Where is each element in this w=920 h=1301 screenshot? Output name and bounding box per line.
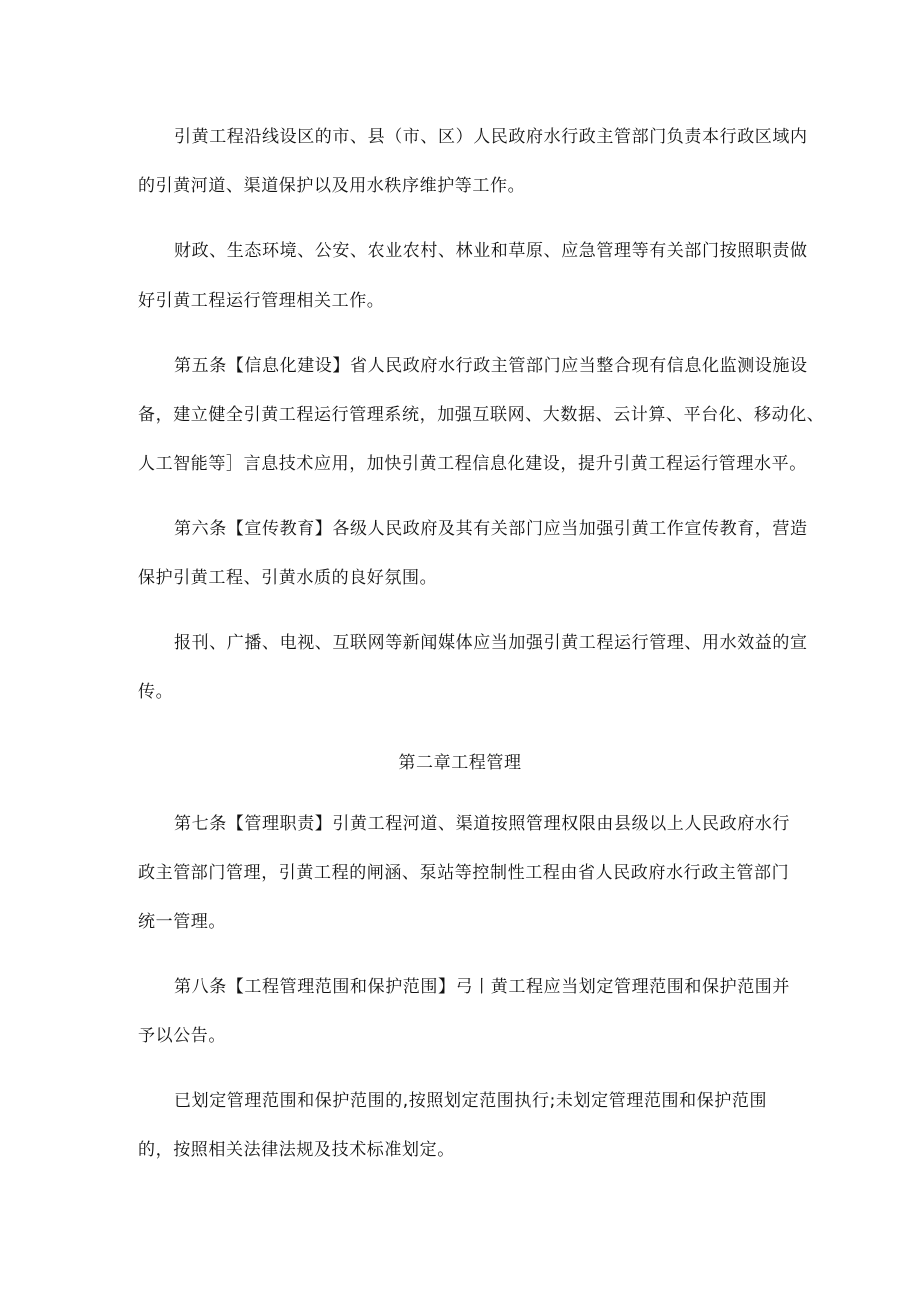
paragraph-line: 传。: [138, 682, 174, 702]
article-6-line: 第六条【宣传教育】各级人民政府及其有关部门应当加强引黄工作宣传教育，营造: [174, 519, 808, 539]
paragraph-line: 报刊、广播、电视、互联网等新闻媒体应当加强引黄工程运行管理、用水效益的宣: [174, 633, 808, 653]
paragraph-line: 备，建立健全引黄工程运行管理系统，加强互联网、大数据、云计算、平台化、移动化、: [138, 405, 825, 425]
paragraph-line: 保护引黄工程、引黄水质的良好氛围。: [138, 568, 438, 588]
paragraph-line: 政主管部门管理，引黄工程的闸涵、泵站等控制性工程由省人民政府水行政主管部门: [138, 863, 790, 883]
paragraph-line: 好引黄工程运行管理相关工作。: [138, 291, 385, 311]
paragraph-line: 的，按照相关法律法规及技术标准划定。: [138, 1140, 455, 1160]
paragraph-line: 财政、生态环境、公安、农业农村、林业和草原、应急管理等有关部门按照职责做: [174, 241, 808, 261]
paragraph-line: 予以公告。: [138, 1026, 226, 1046]
paragraph-line: 的引黄河道、渠道保护以及用水秩序维护等工作。: [138, 176, 526, 196]
article-8-line: 第八条【工程管理范围和保护范围】弓丨黄工程应当划定管理范围和保护范围并: [174, 977, 790, 997]
paragraph-line: 统一管理。: [138, 912, 226, 932]
article-5-line: 第五条【信息化建设】省人民政府水行政主管部门应当整合现有信息化监测设施设: [174, 356, 808, 376]
chapter-heading: 第二章工程管理: [398, 753, 522, 773]
paragraph-line: 引黄工程沿线设区的市、县（市、区）人民政府水行政主管部门负责本行政区域内: [174, 127, 808, 147]
paragraph-line: 人工智能等］言息技术应用，加快引黄工程信息化建设，提升引黄工程运行管理水平。: [138, 454, 807, 474]
paragraph-line: 已划定管理范围和保护范围的,按照划定范围执行;未划定管理范围和保护范围: [174, 1091, 768, 1111]
article-7-line: 第七条【管理职责】引黄工程河道、渠道按照管理权限由县级以上人民政府水行: [174, 814, 790, 834]
